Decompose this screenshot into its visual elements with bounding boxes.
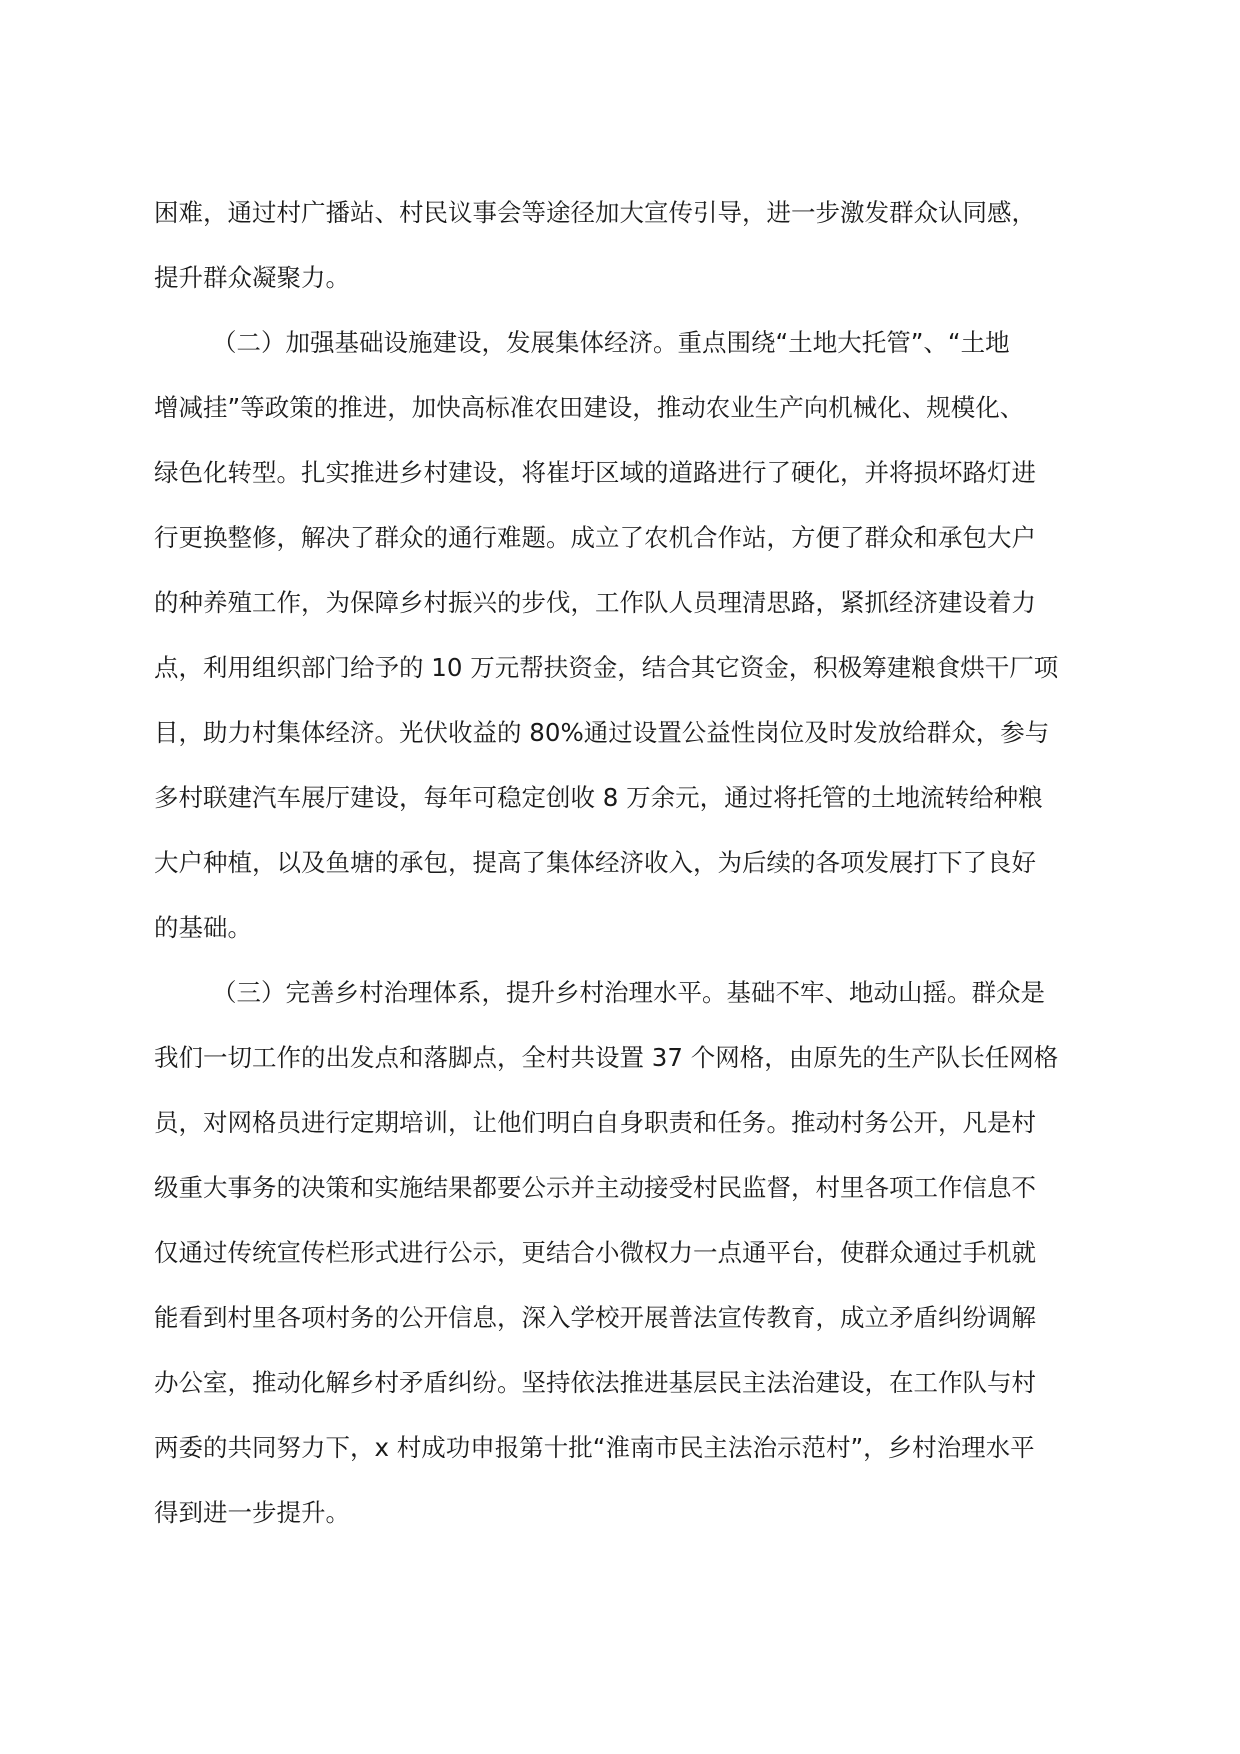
- paragraph-line: 级重大事务的决策和实施结果都要公示并主动接受村民监督，村里各项工作信息不: [154, 1173, 1036, 1202]
- paragraph-line: 提升群众凝聚力。: [154, 263, 350, 292]
- section-heading-line: （二）加强基础设施建设，发展集体经济。重点围绕“土地大托管”、“土地: [212, 328, 1010, 357]
- paragraph-line: 困难，通过村广播站、村民议事会等途径加大宣传引导，进一步激发群众认同感，: [154, 198, 1036, 227]
- paragraph-line: 大户种植，以及鱼塘的承包，提高了集体经济收入，为后续的各项发展打下了良好: [154, 848, 1036, 877]
- paragraph-line: 两委的共同努力下，x 村成功申报第十批“淮南市民主法治示范村”，乡村治理水平: [154, 1433, 1035, 1462]
- paragraph-line: 目，助力村集体经济。光伏收益的 80%通过设置公益性岗位及时发放给群众，参与: [154, 718, 1050, 747]
- paragraph-line: 办公室，推动化解乡村矛盾纠纷。坚持依法推进基层民主法治建设，在工作队与村: [154, 1368, 1036, 1397]
- paragraph-line: 绿色化转型。扎实推进乡村建设，将崔圩区域的道路进行了硬化，并将损坏路灯进: [154, 458, 1036, 487]
- paragraph-line: 能看到村里各项村务的公开信息，深入学校开展普法宣传教育，成立矛盾纠纷调解: [154, 1303, 1036, 1332]
- paragraph-line: 多村联建汽车展厅建设，每年可稳定创收 8 万余元，通过将托管的土地流转给种粮: [154, 783, 1043, 812]
- paragraph-line: 的种养殖工作，为保障乡村振兴的步伐，工作队人员理清思路，紧抓经济建设着力: [154, 588, 1036, 617]
- document-body: [154, 188, 1086, 1553]
- section-heading-line: （三）完善乡村治理体系，提升乡村治理水平。基础不牢、地动山摇。群众是: [212, 978, 1045, 1007]
- paragraph-line: 仅通过传统宣传栏形式进行公示，更结合小微权力一点通平台，使群众通过手机就: [154, 1238, 1036, 1267]
- paragraph-line: 得到进一步提升。: [154, 1498, 350, 1527]
- paragraph-line: 的基础。: [154, 913, 252, 942]
- paragraph-line: 点，利用组织部门给予的 10 万元帮扶资金，结合其它资金，积极筹建粮食烘干厂项: [154, 653, 1059, 682]
- paragraph-line: 增减挂”等政策的推进，加快高标准农田建设，推动农业生产向机械化、规模化、: [154, 393, 1025, 422]
- paragraph-line: 员，对网格员进行定期培训，让他们明白自身职责和任务。推动村务公开，凡是村: [154, 1108, 1036, 1137]
- paragraph-line: 行更换整修，解决了群众的通行难题。成立了农机合作站，方便了群众和承包大户: [154, 523, 1036, 552]
- paragraph-line: 我们一切工作的出发点和落脚点，全村共设置 37 个网格，由原先的生产队长任网格: [154, 1043, 1059, 1072]
